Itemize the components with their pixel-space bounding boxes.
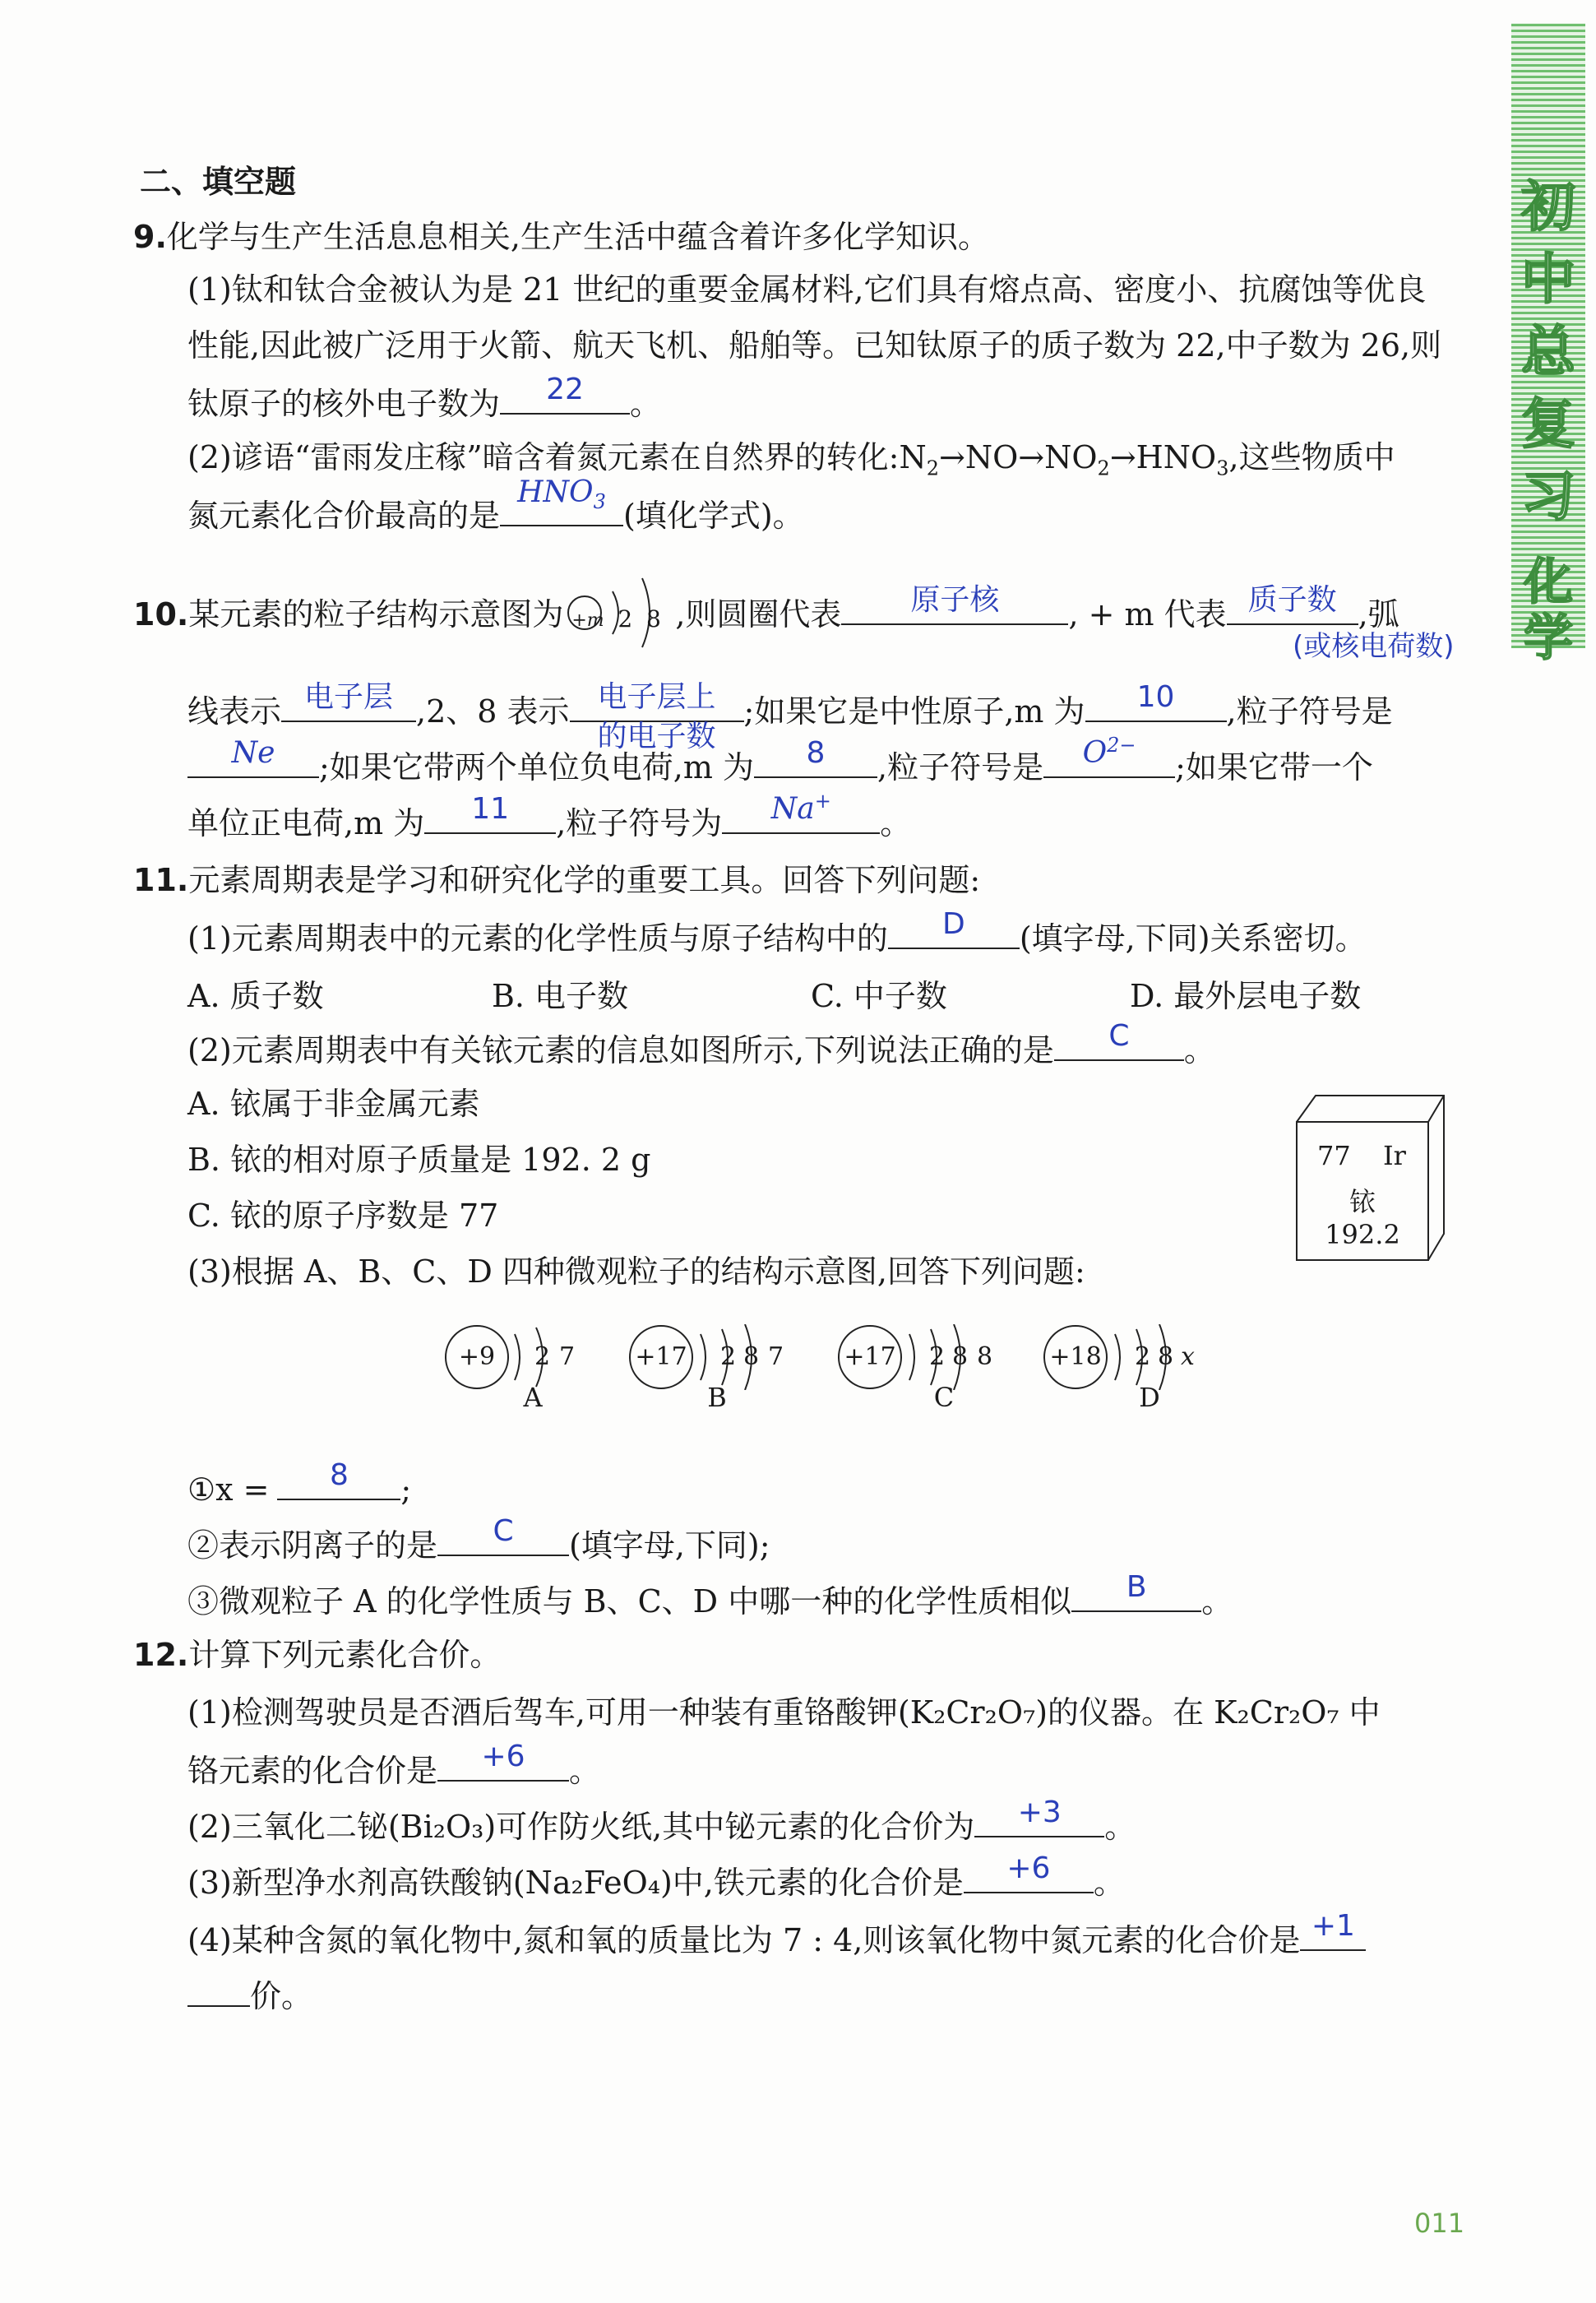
iridium-name: 铱 [1349, 1186, 1376, 1217]
q11-stem-text: 元素周期表是学习和研究化学的重要工具。回答下列问题: [188, 862, 981, 898]
q12-p1-end: 。 [569, 1753, 601, 1789]
q9-p2-c: →HNO [1109, 439, 1217, 475]
diagram-d [1043, 1324, 1224, 1431]
q12-answer-2-blank[interactable] [974, 1796, 1104, 1837]
q11-sub-1-end: ; [400, 1471, 412, 1508]
q12-p4-line1 [187, 1909, 1366, 1962]
q11-number: 11. [133, 862, 189, 898]
q11-p3: (3)根据 A、B、C、D 四种微观粒子的结构示意图,回答下列问题: [187, 1253, 1085, 1290]
q9-p1-text: 钛原子的核外电子数为 [187, 386, 501, 422]
q11-option-c: C. 中子数 [811, 978, 947, 1014]
q9-stem-text: 化学与生产生活息息相关,生产生活中蕴含着许多化学知识。 [166, 219, 989, 255]
q9-p2-line1 [187, 436, 1395, 490]
diagram-c-shell-1-count: 2 [929, 1342, 946, 1371]
diagram-b-shell-1 [701, 1334, 705, 1380]
diagram-d-shell-1 [1115, 1334, 1120, 1380]
q9-answer-2-blank[interactable] [500, 475, 623, 526]
q10-28-answer-line2: 的电子数 [597, 720, 716, 753]
q11-sub-2-blank[interactable] [437, 1514, 569, 1556]
q9-sub-1: 2 [926, 456, 940, 480]
q11-sub-2-answer: C [493, 1514, 514, 1548]
diagram-b-label: B [707, 1382, 727, 1413]
q12-answer-3-blank[interactable] [964, 1851, 1094, 1893]
q10-neg-symbol-blank[interactable] [1043, 734, 1175, 778]
side-tab-subject: 化 学 [1524, 554, 1573, 667]
diagram-d-label: D [1139, 1382, 1160, 1413]
diagram-b-charge: +17 [635, 1342, 687, 1371]
q11-sub-3-answer: B [1126, 1570, 1147, 1604]
q11-sub-3 [187, 1570, 1233, 1623]
diagram-b-shell-2-count: 8 [743, 1342, 760, 1371]
diagram-a-charge: +9 [458, 1342, 496, 1371]
q11-p2-text: (2)元素周期表中有关铱元素的信息如图所示,下列说法正确的是 [187, 1032, 1054, 1068]
q10-neg-symbol: O [1082, 736, 1108, 770]
q11-sub-2-end: (填字母,下同); [569, 1527, 770, 1564]
q10-pos-symbol-charge: + [814, 790, 831, 813]
q12-p2 [187, 1796, 1136, 1848]
q12-p1-line2 [187, 1740, 601, 1792]
q9-answer-1: 22 [546, 373, 584, 406]
q10-text-j: ,粒子符号是 [877, 749, 1044, 785]
q10-text-m: ,粒子符号为 [556, 805, 723, 841]
q9-p2-line2 [187, 475, 804, 537]
q10-arc-answer: 电子层 [304, 680, 394, 714]
q9-stem [133, 215, 989, 258]
q12-p4-end: 价。 [250, 1978, 313, 2014]
q12-p4-text: (4)某种含氮的氧化物中,氮和氧的质量比为 7 : 4,则该氧化物中氮元素的化合价是 [187, 1922, 1301, 1958]
diagram-b-shell-3-count: 7 [768, 1342, 784, 1371]
q9-p1-line2: 性能,因此被广泛用于火箭、航天飞机、船舶等。已知钛原子的质子数为 22,中子数为 26,则 [187, 327, 1442, 364]
q9-p1-line1: (1)钛和钛合金被认为是 21 世纪的重要金属材料,它们具有熔点高、密度小、抗腐蚀等优良 [187, 271, 1427, 308]
q12-answer-1: +6 [481, 1740, 525, 1773]
diagram-b [628, 1324, 809, 1431]
q10-structure-diagram [563, 601, 675, 634]
q10-circle-answer: 原子核 [910, 583, 1000, 617]
q11-sub-3-text: ③微观粒子 A 的化学性质与 B、C、D 中哪一种的化学性质相似 [187, 1583, 1072, 1620]
iridium-mass: 192.2 [1325, 1219, 1400, 1250]
q10-text-b: ,则圆圈代表 [675, 596, 842, 633]
q11-option-d: D. 最外层电子数 [1130, 978, 1362, 1014]
q10-m-answer-line2: (或核电荷数) [1293, 630, 1455, 663]
diagram-c [837, 1324, 1018, 1431]
q10-neutral-m-answer: 10 [1136, 680, 1175, 714]
q10-circle-blank[interactable] [841, 583, 1068, 625]
iridium-element-tile [1296, 1094, 1446, 1262]
q10-pos-m-blank[interactable] [424, 792, 556, 834]
q12-p3 [187, 1851, 1125, 1904]
q10-text-d: ,弧 [1358, 596, 1399, 633]
q11-p1 [187, 907, 1367, 960]
q11-sub-1 [187, 1458, 412, 1511]
q11-p1-end: (填字母,下同)关系密切。 [1019, 920, 1367, 957]
q10-text-k: ;如果它带一个 [1175, 749, 1373, 785]
q10-text-e: 线表示 [187, 693, 282, 730]
q12-p3-end: 。 [1093, 1865, 1125, 1901]
q10-pos-m-answer: 11 [471, 792, 510, 826]
q12-answer-4-blank[interactable] [1300, 1909, 1366, 1951]
diagram-c-label: C [933, 1382, 955, 1413]
side-tab [1511, 23, 1585, 667]
page-number: 011 [1414, 2208, 1465, 2239]
q9-answer-2-main: HNO [517, 475, 594, 509]
q9-p1-line3 [187, 373, 662, 425]
section-title: 二、填空题 [140, 164, 297, 200]
q9-p2-a: (2)谚语“雷雨发庄稼”暗含着氮元素在自然界的转化:N [187, 439, 927, 475]
iridium-symbol: Ir [1383, 1140, 1406, 1171]
iridium-atomic-number: 77 [1317, 1140, 1351, 1171]
q10-neutral-m-blank[interactable] [1085, 680, 1227, 722]
diagram-c-shell-3-count: 8 [977, 1342, 993, 1371]
side-tab-series: 初 中 总 复 习 [1521, 175, 1575, 528]
q10-text-a: 某元素的粒子结构示意图为 [188, 596, 564, 633]
q10-text-h: ,粒子符号是 [1226, 693, 1393, 730]
diagram-c-shell-1 [909, 1334, 914, 1380]
q10-pos-symbol-answer [722, 785, 880, 826]
q10-28-blank[interactable] [570, 680, 744, 753]
q11-sub-2-text: ②表示阴离子的是 [187, 1527, 438, 1564]
q11-p2-option-a: A. 铱属于非金属元素 [187, 1086, 480, 1122]
q11-sub-1-blank[interactable] [277, 1458, 400, 1500]
q12-number: 12. [133, 1637, 189, 1673]
q9-answer-2-sub: 3 [593, 490, 606, 513]
q12-answer-3: +6 [1006, 1851, 1051, 1885]
q10-neutral-symbol-blank[interactable] [187, 736, 319, 778]
q11-options-1 [187, 971, 1503, 1013]
q12-p2-end: 。 [1104, 1809, 1136, 1845]
q11-sub-3-blank[interactable] [1071, 1570, 1201, 1612]
q9-p2-f: (填化学式)。 [623, 498, 804, 534]
q9-p2-d: ,这些物质中 [1228, 439, 1395, 475]
q9-p1-end: 。 [630, 386, 662, 422]
q10-line1 [133, 583, 1399, 636]
q11-sub-3-end: 。 [1201, 1583, 1233, 1620]
q10-number: 10. [133, 596, 189, 633]
q11-answer-2-blank[interactable] [1054, 1019, 1184, 1061]
q10-nucleus-label: +m [571, 609, 604, 631]
q9-p2-e: 氮元素化合价最高的是 [187, 498, 501, 534]
q10-neutral-symbol-answer: Ne [231, 736, 275, 770]
q10-m-answer: 质子数 [1247, 583, 1337, 617]
q12-p2-text: (2)三氧化二铋(Bi₂O₃)可作防火纸,其中铋元素的化合价为 [187, 1809, 975, 1845]
q11-p2-end: 。 [1183, 1032, 1215, 1068]
q12-p4-line2 [187, 1972, 312, 2018]
q11-sub-1-text: ①x = [187, 1471, 270, 1508]
q9-answer-1-blank[interactable] [500, 373, 630, 415]
q10-pos-symbol: Na [770, 792, 815, 826]
diagram-b-shell-1-count: 2 [720, 1342, 737, 1371]
q9-p2-b: →NO→NO [939, 439, 1098, 475]
q11-p2 [187, 1019, 1215, 1072]
q10-neg-symbol-answer [1043, 729, 1175, 770]
q10-m-blank[interactable] [1227, 583, 1358, 625]
q10-28-answer: 电子层上 [597, 680, 716, 714]
q10-neg-symbol-charge: 2− [1107, 734, 1136, 757]
diagram-a-shell-1 [515, 1334, 520, 1380]
q10-text-g: ;如果它是中性原子,m 为 [743, 693, 1085, 730]
q10-line4 [187, 790, 912, 845]
diagram-d-shell-3-count: x [1181, 1342, 1195, 1371]
q10-text-n: 。 [880, 805, 912, 841]
q11-option-b: B. 电子数 [492, 978, 629, 1014]
q10-text-l: 单位正电荷,m 为 [187, 805, 425, 841]
q11-answer-2: C [1108, 1019, 1130, 1053]
q11-answer-1-blank[interactable] [888, 907, 1020, 949]
q11-sub-2 [187, 1514, 770, 1567]
q11-option-a: A. 质子数 [187, 978, 324, 1014]
q10-text-i: ;如果它带两个单位负电荷,m 为 [319, 749, 754, 785]
q11-p2-option-c: C. 铱的原子序数是 77 [187, 1198, 499, 1234]
q10-text-c: , + m 代表 [1068, 596, 1227, 633]
q11-answer-1: D [941, 907, 965, 941]
q10-shell-numbers: 2 8 [618, 605, 661, 633]
q9-number: 9. [133, 219, 167, 255]
q10-neg-m-blank[interactable] [754, 736, 877, 778]
q12-stem [133, 1633, 501, 1676]
diagram-a-shell-1-count: 2 [534, 1342, 551, 1371]
diagram-a-shell-2-count: 7 [559, 1342, 576, 1371]
q9-sub-2: 2 [1097, 456, 1110, 480]
q12-p1-text: 铬元素的化合价是 [187, 1753, 438, 1789]
diagram-d-charge: +18 [1049, 1342, 1102, 1371]
q11-stem [133, 859, 980, 901]
diagram-c-shell-2-count: 8 [952, 1342, 969, 1371]
q11-p2-option-b: B. 铱的相对原子质量是 192. 2 g [187, 1142, 651, 1178]
q12-stem-text: 计算下列元素化合价。 [188, 1637, 502, 1673]
q10-neg-m-answer: 8 [806, 736, 826, 770]
diagram-d-shell-2-count: 8 [1158, 1342, 1174, 1371]
q12-answer-1-blank[interactable] [437, 1740, 569, 1782]
q9-sub-3: 3 [1216, 456, 1229, 480]
q12-p1-line1: (1)检测驾驶员是否酒后驾车,可用一种装有重铬酸钾(K₂Cr₂O₇)的仪器。在 K₂Cr₂O₇ 中 [187, 1694, 1381, 1731]
q12-p3-text: (3)新型净水剂高铁酸钠(Na₂FeO₄)中,铁元素的化合价是 [187, 1865, 964, 1901]
q10-pos-symbol-blank[interactable] [722, 790, 880, 834]
q12-answer-4: +1 [1311, 1909, 1355, 1943]
q9-answer-2 [500, 476, 623, 518]
q12-answer-4-continuation [187, 1972, 250, 2007]
q10-arc-blank[interactable] [281, 680, 416, 722]
diagram-a-label: A [523, 1382, 543, 1413]
q11-sub-1-answer: 8 [329, 1458, 349, 1492]
diagram-d-shell-1-count: 2 [1135, 1342, 1151, 1371]
diagram-c-charge: +17 [844, 1342, 896, 1371]
q11-p1-text: (1)元素周期表中的元素的化学性质与原子结构中的 [187, 920, 888, 957]
q12-answer-2: +3 [1017, 1796, 1062, 1829]
diagram-a [444, 1324, 592, 1431]
q10-text-f: ,2、8 表示 [416, 693, 570, 730]
